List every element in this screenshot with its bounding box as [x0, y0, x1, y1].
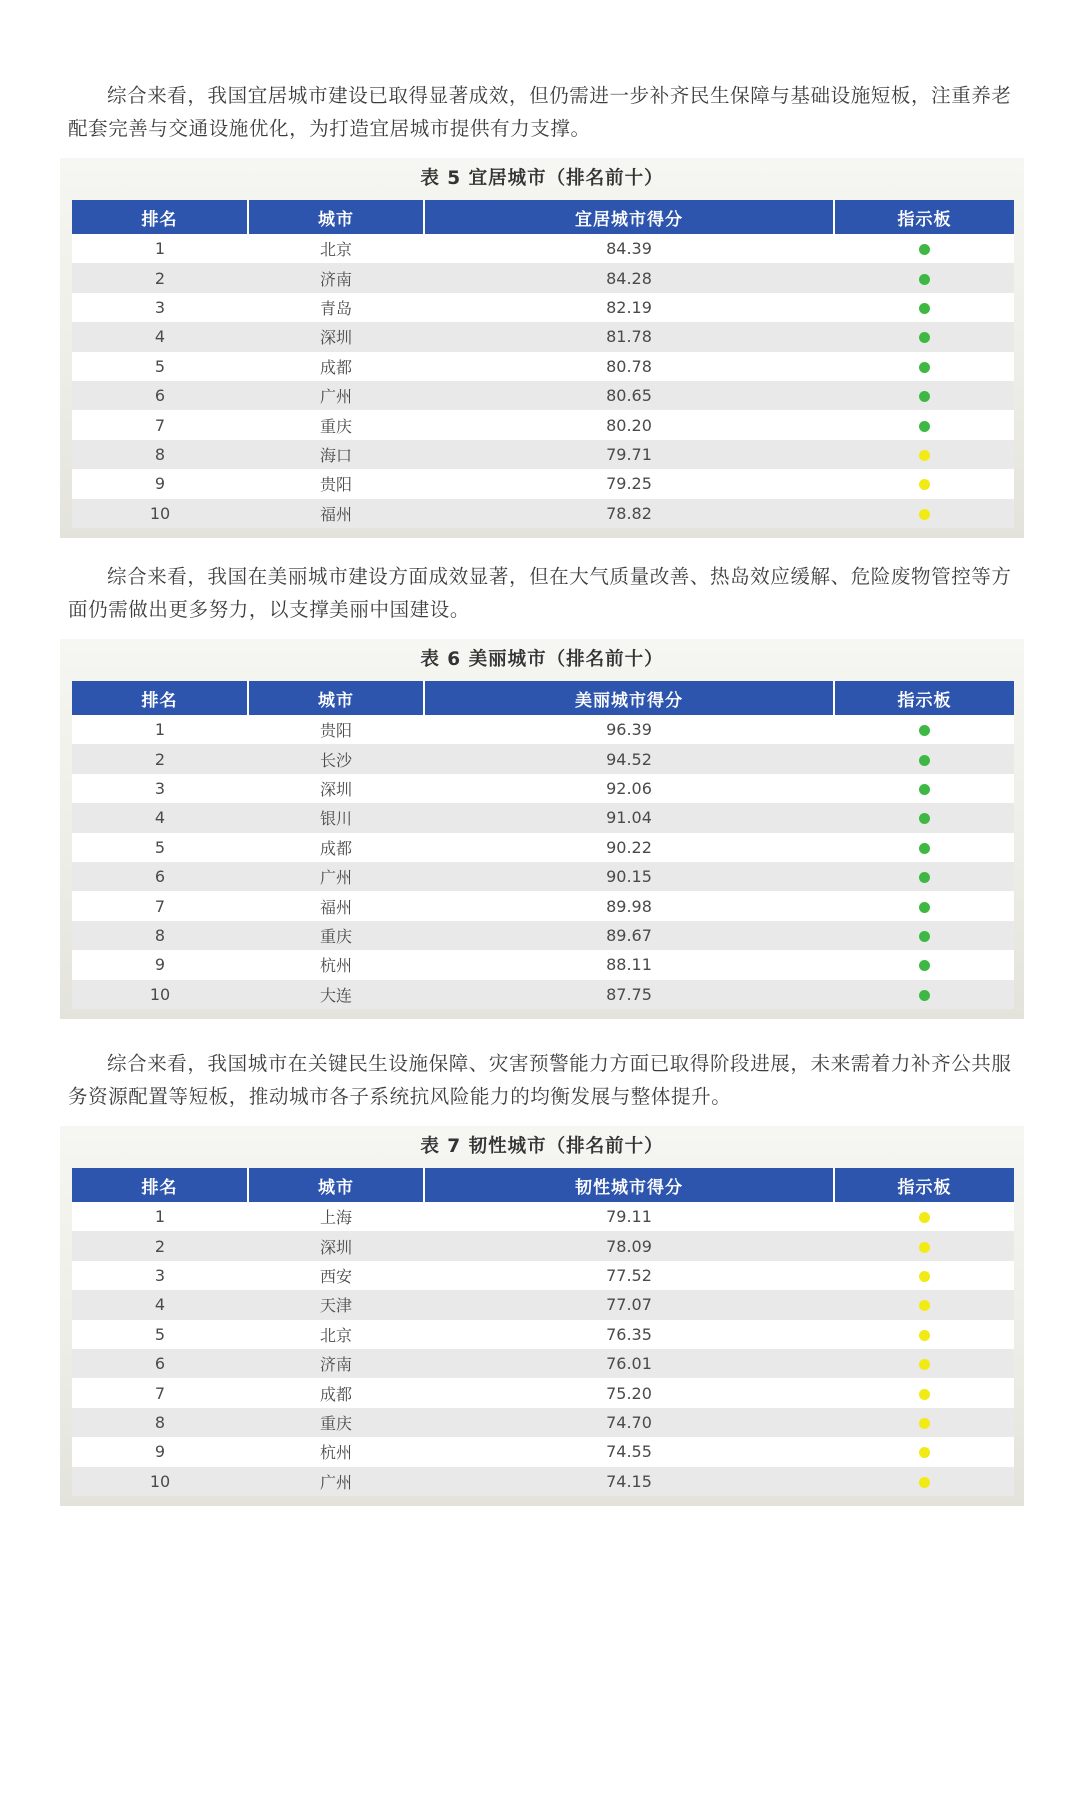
green-status-dot-icon: [919, 421, 930, 432]
table-row: [72, 322, 1014, 351]
score-cell: 91.04: [424, 803, 834, 832]
score-cell: 89.98: [424, 891, 834, 920]
summary-paragraph-2: 综合来看，我国在美丽城市建设方面成效显著，但在大气质量改善、热岛效应缓解、危险废物管控等方面仍需做出更多努力，以支撑美丽中国建设。: [68, 565, 1012, 621]
yellow-status-dot-icon: [919, 479, 930, 490]
city-cell: 贵阳: [248, 469, 424, 498]
city-cell: 杭州: [248, 950, 424, 979]
table-row: [72, 352, 1014, 381]
table-row: [72, 833, 1014, 862]
city-cell: 广州: [248, 1467, 424, 1496]
city-cell: 北京: [248, 234, 424, 263]
score-cell: 75.20: [424, 1378, 834, 1407]
city-cell: 广州: [248, 381, 424, 410]
table-row: [72, 1378, 1014, 1407]
header-indicator: 指示板: [834, 200, 1014, 234]
city-cell: 深圳: [248, 1231, 424, 1260]
rank-cell: 5: [72, 352, 248, 381]
green-status-dot-icon: [919, 902, 930, 913]
table-row: [72, 1467, 1014, 1496]
indicator-cell: [834, 891, 1014, 920]
city-cell: 重庆: [248, 921, 424, 950]
header-rank: 排名: [72, 1168, 248, 1202]
green-status-dot-icon: [919, 813, 930, 824]
city-cell: 北京: [248, 1320, 424, 1349]
indicator-cell: [834, 1467, 1014, 1496]
rank-cell: 5: [72, 833, 248, 862]
table-caption-3: 表 7 韧性城市（排名前十）: [420, 1136, 664, 1157]
indicator-cell: [834, 833, 1014, 862]
header-score: 美丽城市得分: [424, 681, 834, 715]
city-cell: 天津: [248, 1290, 424, 1319]
table-row: [72, 774, 1014, 803]
score-cell: 74.15: [424, 1467, 834, 1496]
indicator-cell: [834, 1290, 1014, 1319]
header-indicator: 指示板: [834, 681, 1014, 715]
score-cell: 79.71: [424, 440, 834, 469]
score-cell: 77.52: [424, 1261, 834, 1290]
score-cell: 78.09: [424, 1231, 834, 1260]
table-row: [72, 891, 1014, 920]
green-status-dot-icon: [919, 843, 930, 854]
table-row: [72, 1349, 1014, 1378]
score-cell: 80.78: [424, 352, 834, 381]
rank-cell: 7: [72, 1378, 248, 1407]
rank-cell: 4: [72, 803, 248, 832]
yellow-status-dot-icon: [919, 1300, 930, 1311]
score-cell: 90.22: [424, 833, 834, 862]
green-status-dot-icon: [919, 931, 930, 942]
summary-paragraph-3: 综合来看，我国城市在关键民生设施保障、灾害预警能力方面已取得阶段进展，未来需着力补齐公共服务资源配置等短板，推动城市各子系统抗风险能力的均衡发展与整体提升。: [68, 1052, 1012, 1108]
score-cell: 81.78: [424, 322, 834, 351]
green-status-dot-icon: [919, 303, 930, 314]
summary-paragraph-1: 综合来看，我国宜居城市建设已取得显著成效，但仍需进一步补齐民生保障与基础设施短板，注重养老配套完善与交通设施优化，为打造宜居城市提供有力支撑。: [68, 84, 1012, 140]
yellow-status-dot-icon: [919, 1389, 930, 1400]
city-cell: 深圳: [248, 322, 424, 351]
header-score: 宜居城市得分: [424, 200, 834, 234]
rank-cell: 8: [72, 921, 248, 950]
yellow-status-dot-icon: [919, 509, 930, 520]
green-status-dot-icon: [919, 725, 930, 736]
indicator-cell: [834, 1408, 1014, 1437]
city-cell: 重庆: [248, 410, 424, 439]
table-row: [72, 803, 1014, 832]
indicator-cell: [834, 921, 1014, 950]
rank-cell: 7: [72, 891, 248, 920]
rank-cell: 5: [72, 1320, 248, 1349]
rank-cell: 4: [72, 1290, 248, 1319]
city-cell: 成都: [248, 1378, 424, 1407]
indicator-cell: [834, 1320, 1014, 1349]
city-cell: 海口: [248, 440, 424, 469]
rank-cell: 8: [72, 440, 248, 469]
rank-cell: 7: [72, 410, 248, 439]
table-row: [72, 440, 1014, 469]
score-cell: 80.20: [424, 410, 834, 439]
rank-cell: 6: [72, 381, 248, 410]
table-row: [72, 862, 1014, 891]
table-row: [72, 1290, 1014, 1319]
rank-cell: 1: [72, 234, 248, 263]
city-cell: 重庆: [248, 1408, 424, 1437]
ranking-table-3: [72, 1168, 1014, 1496]
table-row: [72, 499, 1014, 528]
table-row: [72, 980, 1014, 1009]
indicator-cell: [834, 469, 1014, 498]
table-row: [72, 744, 1014, 773]
table-row: [72, 263, 1014, 292]
rank-cell: 9: [72, 469, 248, 498]
city-cell: 济南: [248, 1349, 424, 1378]
indicator-cell: [834, 803, 1014, 832]
rank-cell: 2: [72, 263, 248, 292]
rank-cell: 2: [72, 1231, 248, 1260]
indicator-cell: [834, 322, 1014, 351]
table-row: [72, 715, 1014, 744]
header-score: 韧性城市得分: [424, 1168, 834, 1202]
indicator-cell: [834, 744, 1014, 773]
table-caption-2: 表 6 美丽城市（排名前十）: [420, 649, 664, 670]
rank-cell: 3: [72, 774, 248, 803]
indicator-cell: [834, 410, 1014, 439]
indicator-cell: [834, 234, 1014, 263]
indicator-cell: [834, 499, 1014, 528]
table-row: [72, 410, 1014, 439]
table-row: [72, 1437, 1014, 1466]
score-cell: 87.75: [424, 980, 834, 1009]
table-row: [72, 293, 1014, 322]
green-status-dot-icon: [919, 362, 930, 373]
yellow-status-dot-icon: [919, 1447, 930, 1458]
city-cell: 福州: [248, 891, 424, 920]
green-status-dot-icon: [919, 332, 930, 343]
indicator-cell: [834, 715, 1014, 744]
table-row: [72, 921, 1014, 950]
score-cell: 88.11: [424, 950, 834, 979]
score-cell: 94.52: [424, 744, 834, 773]
header-rank: 排名: [72, 200, 248, 234]
header-city: 城市: [248, 200, 424, 234]
ranking-table-2: [72, 681, 1014, 1009]
yellow-status-dot-icon: [919, 1242, 930, 1253]
rank-cell: 6: [72, 862, 248, 891]
rank-cell: 4: [72, 322, 248, 351]
indicator-cell: [834, 263, 1014, 292]
city-cell: 西安: [248, 1261, 424, 1290]
indicator-cell: [834, 1261, 1014, 1290]
table-row: [72, 469, 1014, 498]
score-cell: 76.01: [424, 1349, 834, 1378]
city-cell: 成都: [248, 352, 424, 381]
table-panel-1: [60, 158, 1024, 538]
table-caption-1: 表 5 宜居城市（排名前十）: [420, 168, 664, 189]
table-panel-2: [60, 639, 1024, 1019]
ranking-table-1: [72, 200, 1014, 528]
table-panel-3: [60, 1126, 1024, 1506]
yellow-status-dot-icon: [919, 1330, 930, 1341]
yellow-status-dot-icon: [919, 1477, 930, 1488]
table-row: [72, 1261, 1014, 1290]
city-cell: 深圳: [248, 774, 424, 803]
indicator-cell: [834, 862, 1014, 891]
table-row: [72, 1231, 1014, 1260]
header-city: 城市: [248, 681, 424, 715]
indicator-cell: [834, 1378, 1014, 1407]
yellow-status-dot-icon: [919, 1212, 930, 1223]
green-status-dot-icon: [919, 244, 930, 255]
score-cell: 92.06: [424, 774, 834, 803]
rank-cell: 1: [72, 715, 248, 744]
green-status-dot-icon: [919, 960, 930, 971]
table-row: [72, 381, 1014, 410]
green-status-dot-icon: [919, 872, 930, 883]
score-cell: 89.67: [424, 921, 834, 950]
rank-cell: 6: [72, 1349, 248, 1378]
table-row: [72, 1408, 1014, 1437]
green-status-dot-icon: [919, 990, 930, 1001]
city-cell: 杭州: [248, 1437, 424, 1466]
table-row: [72, 1202, 1014, 1231]
yellow-status-dot-icon: [919, 450, 930, 461]
table-row: [72, 234, 1014, 263]
rank-cell: 9: [72, 1437, 248, 1466]
yellow-status-dot-icon: [919, 1359, 930, 1370]
score-cell: 80.65: [424, 381, 834, 410]
city-cell: 福州: [248, 499, 424, 528]
indicator-cell: [834, 293, 1014, 322]
rank-cell: 10: [72, 980, 248, 1009]
indicator-cell: [834, 980, 1014, 1009]
city-cell: 上海: [248, 1202, 424, 1231]
score-cell: 84.28: [424, 263, 834, 292]
green-status-dot-icon: [919, 755, 930, 766]
score-cell: 82.19: [424, 293, 834, 322]
score-cell: 96.39: [424, 715, 834, 744]
score-cell: 84.39: [424, 234, 834, 263]
city-cell: 大连: [248, 980, 424, 1009]
indicator-cell: [834, 1349, 1014, 1378]
rank-cell: 3: [72, 1261, 248, 1290]
city-cell: 长沙: [248, 744, 424, 773]
indicator-cell: [834, 950, 1014, 979]
indicator-cell: [834, 381, 1014, 410]
score-cell: 74.55: [424, 1437, 834, 1466]
city-cell: 广州: [248, 862, 424, 891]
indicator-cell: [834, 352, 1014, 381]
indicator-cell: [834, 1437, 1014, 1466]
green-status-dot-icon: [919, 274, 930, 285]
score-cell: 77.07: [424, 1290, 834, 1319]
green-status-dot-icon: [919, 391, 930, 402]
yellow-status-dot-icon: [919, 1271, 930, 1282]
city-cell: 贵阳: [248, 715, 424, 744]
city-cell: 青岛: [248, 293, 424, 322]
city-cell: 银川: [248, 803, 424, 832]
rank-cell: 1: [72, 1202, 248, 1231]
indicator-cell: [834, 440, 1014, 469]
header-rank: 排名: [72, 681, 248, 715]
rank-cell: 2: [72, 744, 248, 773]
city-cell: 济南: [248, 263, 424, 292]
table-row: [72, 1320, 1014, 1349]
score-cell: 79.25: [424, 469, 834, 498]
header-indicator: 指示板: [834, 1168, 1014, 1202]
score-cell: 90.15: [424, 862, 834, 891]
indicator-cell: [834, 1202, 1014, 1231]
rank-cell: 10: [72, 1467, 248, 1496]
city-cell: 成都: [248, 833, 424, 862]
score-cell: 78.82: [424, 499, 834, 528]
rank-cell: 10: [72, 499, 248, 528]
score-cell: 74.70: [424, 1408, 834, 1437]
score-cell: 76.35: [424, 1320, 834, 1349]
indicator-cell: [834, 774, 1014, 803]
green-status-dot-icon: [919, 784, 930, 795]
header-city: 城市: [248, 1168, 424, 1202]
yellow-status-dot-icon: [919, 1418, 930, 1429]
score-cell: 79.11: [424, 1202, 834, 1231]
table-row: [72, 950, 1014, 979]
rank-cell: 3: [72, 293, 248, 322]
indicator-cell: [834, 1231, 1014, 1260]
rank-cell: 9: [72, 950, 248, 979]
rank-cell: 8: [72, 1408, 248, 1437]
